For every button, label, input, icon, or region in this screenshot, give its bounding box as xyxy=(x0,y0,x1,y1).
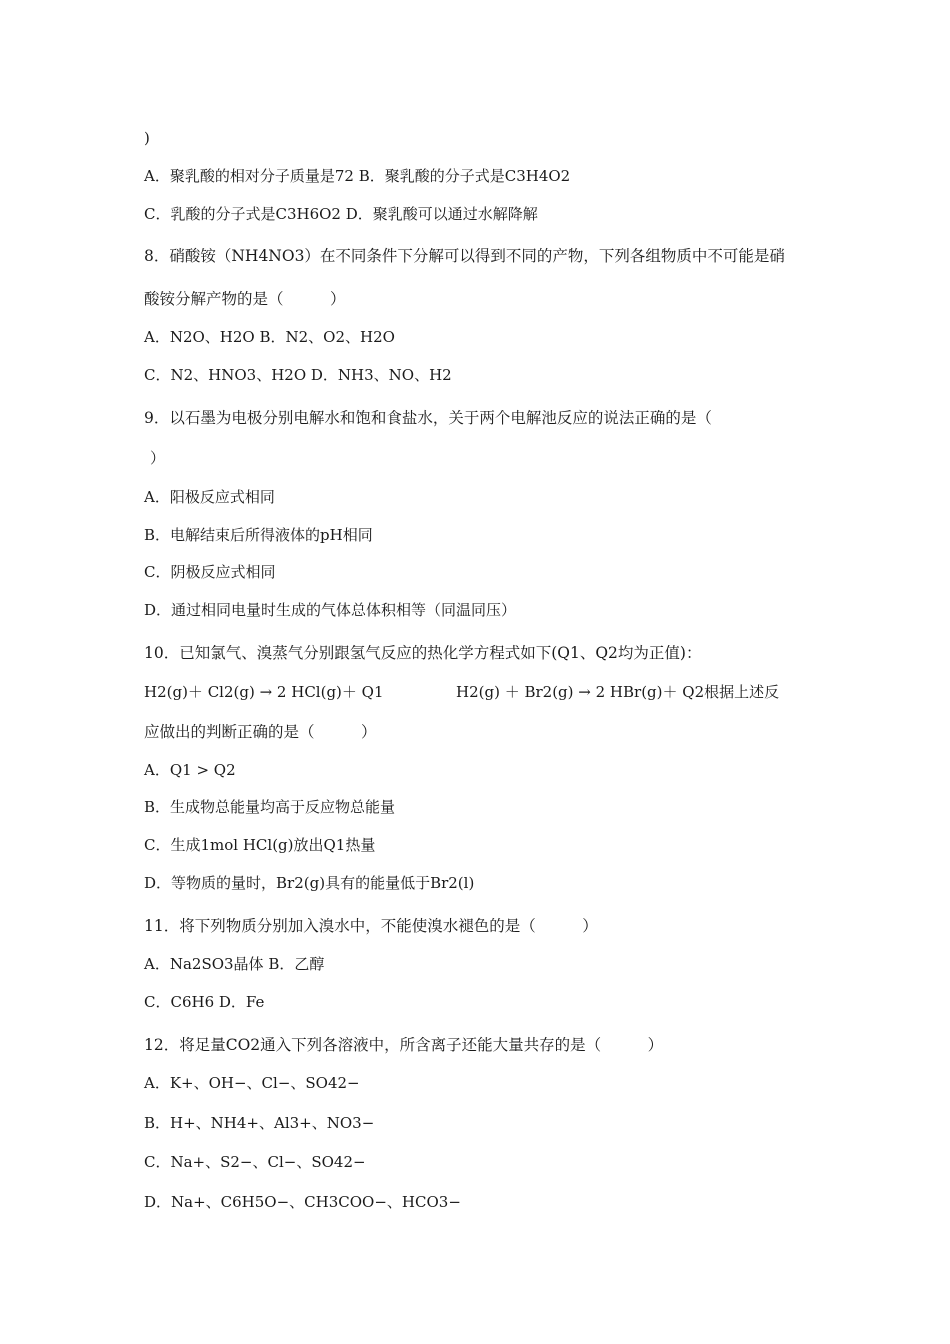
q11-option-a-b-text: A．Na2SO3晶体 B．乙醇 xyxy=(144,955,325,973)
q10-option-a-text: A．Q1 > Q2 xyxy=(144,761,236,779)
q12-option-c-text: C．Na+、S2−、Cl−、SO42− xyxy=(144,1153,366,1171)
q11-option-c-d-text: C．C6H6 D．Fe xyxy=(144,993,265,1011)
q7-option-c-d xyxy=(144,204,538,224)
q10-option-c xyxy=(144,835,375,855)
q7-close-paren xyxy=(144,128,150,148)
q10-option-d xyxy=(144,873,474,893)
q8-option-a-b-text: A．N2O、H2O B．N2、O2、H2O xyxy=(144,328,395,346)
q10-stem-line1-text: 10．已知氯气、溴蒸气分别跟氢气反应的热化学方程式如下(Q1、Q2均为正值)： xyxy=(144,644,702,662)
q10-stem-line3 xyxy=(144,722,377,742)
q11-option-a-b xyxy=(144,954,324,974)
q8-stem-line1 xyxy=(144,246,785,266)
q7-option-a-b-text: A．聚乳酸的相对分子质量是72 B．聚乳酸的分子式是C3H4O2 xyxy=(144,167,571,185)
q9-option-d-text: D．通过相同电量时生成的气体总体积相等（同温同压） xyxy=(144,601,517,619)
q8-option-c-d-text: C．N2、HNO3、H2O D．NH3、NO、H2 xyxy=(144,366,452,384)
q12-option-d-text: D．Na+、C6H5O−、CH3COO−、HCO3− xyxy=(144,1193,461,1211)
q8-stem-line2 xyxy=(144,289,346,309)
q9-option-b xyxy=(144,525,373,545)
q11-stem-text: 11．将下列物质分别加入溴水中，不能使溴水褪色的是（ ） xyxy=(144,917,598,935)
q9-option-a-text: A．阳极反应式相同 xyxy=(144,488,275,506)
q9-option-c xyxy=(144,562,275,582)
q12-stem xyxy=(144,1035,663,1055)
q12-option-a-text: A．K+、OH−、Cl−、SO42− xyxy=(144,1074,360,1092)
q8-stem-line2-text: 酸铵分解产物的是（ ） xyxy=(144,290,346,308)
q10-equation-1 xyxy=(144,682,384,702)
q8-option-c-d xyxy=(144,365,452,385)
q9-option-a xyxy=(144,487,275,507)
q10-equation-1-text: H2(g)＋ Cl2(g) → 2 HCl(g)＋ Q1 xyxy=(144,683,384,701)
q10-stem-line3-text: 应做出的判断正确的是（ ） xyxy=(144,723,377,741)
q11-stem xyxy=(144,916,598,936)
q10-option-c-text: C．生成1mol HCl(g)放出Q1热量 xyxy=(144,836,376,854)
q9-option-c-text: C．阴极反应式相同 xyxy=(144,563,276,581)
q7-option-a-b xyxy=(144,166,570,186)
q9-option-d xyxy=(144,600,516,620)
q12-stem-text: 12．将足量CO2通入下列各溶液中，所含离子还能大量共存的是（ ） xyxy=(144,1036,664,1054)
q9-stem-line2-text: ） xyxy=(150,449,166,467)
q12-option-a xyxy=(144,1073,360,1093)
q9-stem-line1 xyxy=(144,408,712,428)
q10-stem-line1 xyxy=(144,643,701,663)
q10-equation-2-text: H2(g) ＋ Br2(g) → 2 HBr(g)＋ Q2根据上述反 xyxy=(456,683,780,701)
q7-option-c-d-text: C．乳酸的分子式是C3H6O2 D．聚乳酸可以通过水解降解 xyxy=(144,205,538,223)
q12-option-d xyxy=(144,1192,461,1212)
q9-stem-line2 xyxy=(150,448,165,468)
q10-equation-2 xyxy=(456,682,779,702)
q10-option-b xyxy=(144,797,395,817)
q9-option-b-text: B．电解结束后所得液体的pH相同 xyxy=(144,526,373,544)
q8-stem-line1-text: 8．硝酸铵（NH4NO3）在不同条件下分解可以得到不同的产物，下列各组物质中不可能是硝 xyxy=(144,247,785,265)
q12-option-c xyxy=(144,1152,366,1172)
q7-close-paren-text: ) xyxy=(144,129,150,147)
q12-option-b xyxy=(144,1113,374,1133)
q10-option-d-text: D．等物质的量时，Br2(g)具有的能量低于Br2(l) xyxy=(144,874,475,892)
q12-option-b-text: B．H+、NH4+、Al3+、NO3− xyxy=(144,1114,375,1132)
q9-stem-line1-text: 9．以石墨为电极分别电解水和饱和食盐水，关于两个电解池反应的说法正确的是（ xyxy=(144,409,712,427)
q8-option-a-b xyxy=(144,327,395,347)
q11-option-c-d xyxy=(144,992,264,1012)
q10-option-a xyxy=(144,760,236,780)
q10-option-b-text: B．生成物总能量均高于反应物总能量 xyxy=(144,798,396,816)
